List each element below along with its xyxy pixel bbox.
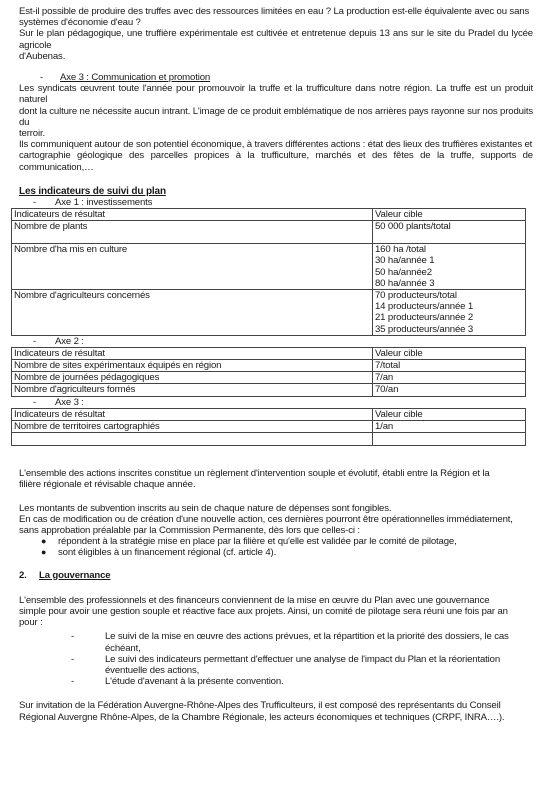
dash-marker: - bbox=[71, 676, 75, 688]
axe2-table bbox=[11, 347, 526, 397]
axe1-label-text: Axe 1 : investissements bbox=[55, 197, 153, 209]
value-cell bbox=[373, 433, 526, 446]
bullet-text: répondent à la stratégie mise en place par la filière et qu'elle est validée par le comité de pilotage, bbox=[58, 536, 457, 548]
section-title-text: La gouvernance bbox=[39, 569, 111, 581]
list-item-line: Le suivi des indicateurs permettant d'effectuer une analyse de l'impact du Plan et la réorientation bbox=[105, 653, 501, 665]
bullet-icon: ● bbox=[41, 547, 47, 558]
composition-paragraph bbox=[19, 700, 533, 722]
list-item-line: échéant, bbox=[105, 642, 141, 654]
axe3-title: Axe 3 : Communication et promotion bbox=[60, 72, 211, 84]
dash-marker: - bbox=[33, 335, 37, 347]
list-item bbox=[19, 676, 533, 687]
header-cell: Valeur cible bbox=[373, 209, 526, 221]
list-item-line: éventuelle des actions, bbox=[105, 664, 200, 676]
spacer bbox=[19, 173, 533, 186]
table-row bbox=[12, 221, 526, 244]
spacer bbox=[19, 491, 533, 503]
list-item-line: L'étude d'avenant à la présente convention. bbox=[105, 676, 284, 688]
spacer bbox=[19, 559, 533, 570]
value-cell bbox=[373, 290, 526, 336]
axe3-label bbox=[11, 397, 526, 408]
header-cell: Indicateurs de résultat bbox=[12, 347, 373, 359]
value-cell bbox=[373, 221, 526, 244]
value-line: 50 000 plants/total bbox=[375, 221, 451, 233]
value-line: 80 ha/année 3 bbox=[375, 277, 435, 289]
value-cell: 70/an bbox=[373, 384, 526, 396]
dash-marker: - bbox=[33, 396, 37, 408]
dash-marker: - bbox=[33, 197, 37, 209]
value-line: 14 producteurs/année 1 bbox=[375, 301, 474, 313]
table-row bbox=[12, 360, 526, 372]
table-header-row bbox=[12, 209, 526, 221]
composition-line: Régional Auvergne Rhône-Alpes, de la Chambre Régionale, les acteurs économiques et techniques (CRPF, INRA….). bbox=[19, 711, 505, 723]
table-row bbox=[12, 384, 526, 396]
axe3-line: dont la culture ne nécessite aucun intrant. L'image de ce produit emblématique de nos arrières pays rayonne sur nos produits du bbox=[19, 105, 533, 128]
intro-paragraph bbox=[19, 6, 533, 62]
axe3-line: cartographie géologique des parcelles propices à la trufficulture, marchés et des fêtes de la truffe, supports de communication,… bbox=[19, 150, 533, 173]
value-line: 21 producteurs/année 2 bbox=[375, 312, 474, 324]
table-header-row bbox=[12, 408, 526, 420]
value-cell: 7/an bbox=[373, 372, 526, 384]
intro-line: Sur le plan pédagogique, une truffière expérimentale est cultivée et entretenue depuis 13 ans sur le site du Pradel du lycée agricole bbox=[19, 28, 533, 51]
section-title bbox=[19, 570, 533, 581]
axe3-line: terroir. bbox=[19, 128, 45, 140]
axe3-line: Les syndicats œuvrent toute l'année pour promouvoir la truffe et la trufficulture dans notre région. La truffe est un produit naturel bbox=[19, 83, 533, 106]
subvention-line: Les montants de subvention inscrits au sein de chaque nature de dépenses sont fongibles. bbox=[19, 502, 392, 514]
gouvernance-line: pour : bbox=[19, 617, 43, 629]
table-row bbox=[12, 372, 526, 384]
indicator-cell: Nombre d'agriculteurs formés bbox=[12, 384, 373, 396]
axe3-label-text: Axe 3 : bbox=[55, 396, 84, 408]
axe2-label bbox=[11, 336, 526, 347]
axe3-paragraph bbox=[19, 83, 533, 173]
gouvernance-paragraph bbox=[19, 595, 533, 629]
list-item bbox=[19, 654, 533, 676]
intro-line: Est-il possible de produire des truffes avec des ressources limitées en eau ? La production est-elle équivalente avec ou sans bbox=[19, 6, 530, 17]
subvention-paragraph bbox=[19, 503, 533, 559]
indicator-cell: Nombre de plants bbox=[12, 221, 373, 244]
axe2-label-text: Axe 2 : bbox=[55, 335, 84, 347]
list-item bbox=[19, 547, 533, 558]
axe1-label bbox=[11, 197, 526, 208]
reglement-line: filière régionale et révisable chaque année. bbox=[19, 479, 196, 491]
bullet-text: sont éligibles à un financement régional (cf. article 4). bbox=[58, 547, 277, 559]
document-page bbox=[14, 6, 533, 723]
value-cell: 7/total bbox=[373, 360, 526, 372]
section-number: 2. bbox=[19, 569, 27, 581]
table-row bbox=[12, 420, 526, 432]
table-row bbox=[12, 244, 526, 290]
header-cell: Indicateurs de résultat bbox=[12, 408, 373, 420]
value-line: 35 producteurs/année 3 bbox=[375, 323, 474, 335]
table-header-row bbox=[12, 347, 526, 359]
value-cell: 1/an bbox=[373, 420, 526, 432]
axe1-table bbox=[11, 208, 526, 336]
value-cell bbox=[373, 244, 526, 290]
dash-marker: - bbox=[71, 631, 75, 643]
subvention-line: En cas de modification ou de création d'une nouvelle action, ces dernières pourront être opérationnelles immédiatement, bbox=[19, 513, 513, 525]
spacer bbox=[19, 581, 533, 595]
table-row bbox=[12, 433, 526, 446]
reglement-line: L'ensemble des actions inscrites constitue un règlement d'intervention souple et évolutif, établi entre la Région et la bbox=[19, 468, 490, 480]
spacer bbox=[19, 687, 533, 700]
indicator-cell: Nombre de territoires cartographiés bbox=[12, 420, 373, 432]
value-line: 160 ha /total bbox=[375, 244, 426, 256]
axe3-table bbox=[11, 408, 526, 446]
gouvernance-line: simple pour avoir une gestion souple et réactive face aux projets. Ainsi, un comité de pilotage sera réuni une fois par an bbox=[19, 605, 508, 617]
subvention-line: sans approbation préalable par la Commission Permanente, dès lors que celles-ci : bbox=[19, 524, 360, 536]
indicator-cell: Nombre de sites expérimentaux équipés en région bbox=[12, 360, 373, 372]
list-item-line: Le suivi de la mise en œuvre des actions prévues, et la répartition et la priorité des dossiers, le cas bbox=[105, 631, 509, 643]
spacer bbox=[19, 446, 533, 468]
indicator-cell: Nombre de journées pédagogiques bbox=[12, 372, 373, 384]
header-cell: Valeur cible bbox=[373, 408, 526, 420]
value-line: 50 ha/année2 bbox=[375, 266, 432, 278]
bullet-icon: ● bbox=[41, 536, 47, 547]
table-row bbox=[12, 290, 526, 336]
intro-line: systèmes d'économie d'eau ? bbox=[19, 17, 141, 29]
indicators-heading: Les indicateurs de suivi du plan bbox=[19, 185, 166, 197]
axe3-line: Ils communiquent autour de son potentiel économique, à travers différentes actions : état des lieux des truffières existantes et bbox=[19, 139, 533, 151]
indicator-cell: Nombre d'agriculteurs concernés bbox=[12, 290, 373, 336]
spacer bbox=[19, 62, 533, 72]
composition-line: Sur invitation de la Fédération Auvergne-Rhône-Alpes des Trufficulteurs, il est composé des représentants du Conseil bbox=[19, 700, 501, 712]
indicator-cell: Nombre d'ha mis en culture bbox=[12, 244, 373, 290]
intro-line: d'Aubenas. bbox=[19, 50, 66, 62]
list-item bbox=[19, 536, 533, 547]
indicator-cell bbox=[12, 433, 373, 446]
gouvernance-list bbox=[19, 631, 533, 687]
dash-marker: - bbox=[40, 72, 44, 84]
header-cell: Indicateurs de résultat bbox=[12, 209, 373, 221]
axe3-heading bbox=[19, 72, 533, 83]
header-cell: Valeur cible bbox=[373, 347, 526, 359]
value-line: 30 ha/année 1 bbox=[375, 255, 435, 267]
list-item bbox=[19, 631, 533, 653]
gouvernance-line: L'ensemble des professionnels et des financeurs conviennent de la mise en œuvre du Plan avec une gouvernance bbox=[19, 594, 490, 606]
value-line: 70 producteurs/total bbox=[375, 290, 457, 302]
dash-marker: - bbox=[71, 653, 75, 665]
reglement-paragraph bbox=[19, 468, 533, 490]
